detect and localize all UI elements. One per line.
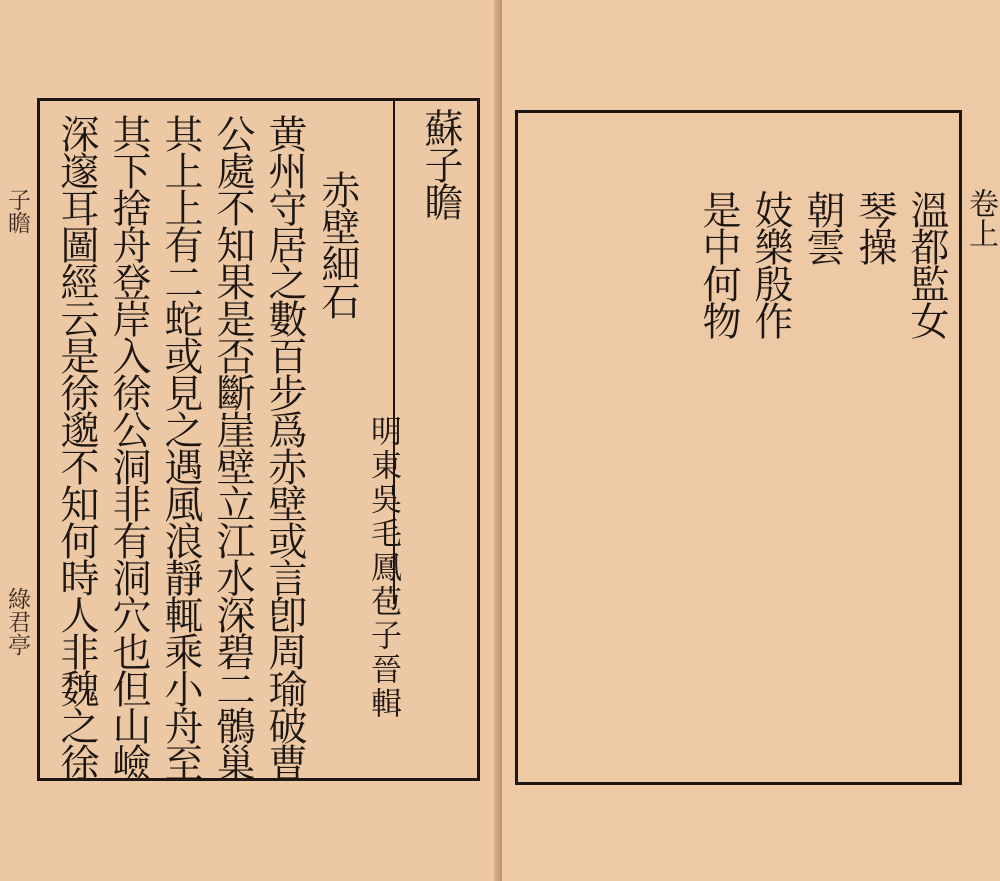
contents-item-1: 溫都監女 (904, 190, 949, 338)
left-page (0, 0, 498, 881)
author-title: 蘇子瞻 (418, 108, 463, 219)
contents-item-3: 朝雲 (800, 190, 845, 264)
left-page-frame (37, 98, 480, 781)
text-column-1: 黄州守居之數百步爲赤壁或言卽周瑜破曹 (262, 114, 307, 780)
piece-title: 赤壁細石 (315, 170, 360, 318)
right-margin-volume: 卷上 (963, 188, 998, 248)
left-margin-publisher: 綠君亭 (4, 587, 30, 656)
left-margin-label: 子瞻 (4, 188, 30, 234)
text-column-3: 其上上有二蛇或見之遇風浪靜輒乘小舟至 (158, 114, 203, 780)
contents-item-4: 妓樂殷作 (748, 190, 793, 338)
contents-item-5: 是中何物 (696, 190, 741, 338)
right-page (502, 0, 1000, 881)
editor-attribution: 明東吳毛鳳苞子晉輯 (365, 415, 401, 721)
text-column-5: 深邃耳圖經云是徐邈不知何時人非魏之徐 (54, 114, 99, 780)
text-column-2: 公處不知果是否斷崖壁立江水深碧二鶻巢 (210, 114, 255, 780)
text-column-4: 其下捨舟登岸入徐公洞非有洞穴也但山嶮 (106, 114, 151, 780)
contents-item-2: 琴操 (852, 190, 897, 264)
